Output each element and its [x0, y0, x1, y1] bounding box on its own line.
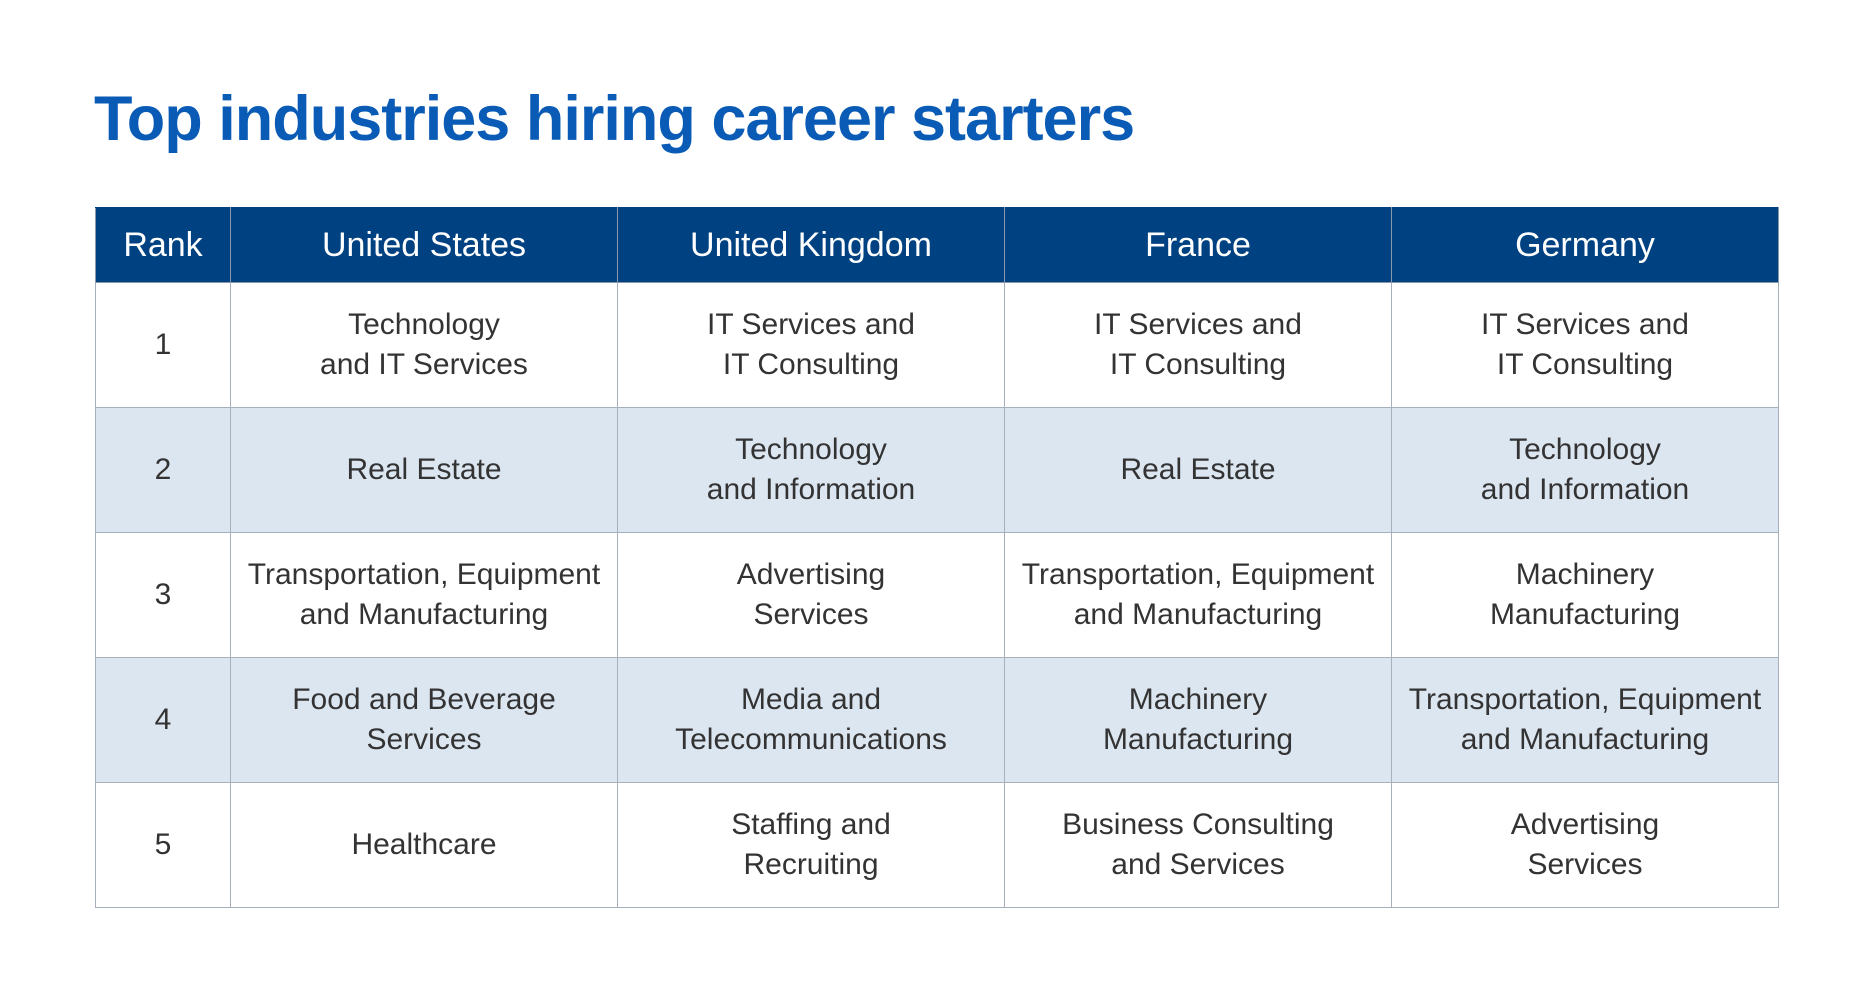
industry-text-line: Telecommunications: [675, 723, 947, 756]
industry-text-line: Machinery: [1515, 558, 1655, 591]
column-header-france: France: [1005, 208, 1392, 283]
column-header-rank: Rank: [96, 208, 231, 283]
rank-cell: 5: [96, 783, 231, 908]
industry-text-line: and Information: [1480, 473, 1690, 506]
industry-text-line: Media and: [740, 683, 882, 716]
rank-cell: 3: [96, 533, 231, 658]
column-header-united-kingdom: United Kingdom: [618, 208, 1005, 283]
industry-cell-germany: [1392, 408, 1779, 533]
industry-text-line: Technology: [348, 308, 500, 341]
industry-text-line: Transportation, Equipment: [1408, 683, 1762, 716]
industry-cell-germany: [1392, 533, 1779, 658]
page-title: Top industries hiring career starters: [94, 84, 1135, 154]
industry-text-line: and IT Services: [320, 348, 528, 381]
industry-text-line: Real Estate: [346, 453, 502, 486]
industry-cell-united-states: [231, 783, 618, 908]
table-row: [96, 283, 1779, 408]
industry-text-line: and Services: [1111, 848, 1285, 881]
industry-text-line: Services: [1527, 848, 1643, 881]
industry-text-line: IT Services and: [1481, 308, 1689, 341]
column-header-germany: Germany: [1392, 208, 1779, 283]
industry-cell-germany: [1392, 783, 1779, 908]
industry-cell-germany: [1392, 283, 1779, 408]
industry-cell-united-states: [231, 283, 618, 408]
industry-text-line: and Manufacturing: [1460, 723, 1710, 756]
industry-cell-united-kingdom: [618, 408, 1005, 533]
industry-text-line: Manufacturing: [1102, 723, 1294, 756]
industry-text-line: Manufacturing: [1489, 598, 1681, 631]
industry-text-line: and Manufacturing: [1073, 598, 1323, 631]
industry-text-line: Services: [366, 723, 482, 756]
industry-cell-united-kingdom: [618, 658, 1005, 783]
industry-text-line: IT Services and: [1094, 308, 1302, 341]
table-row: [96, 783, 1779, 908]
industry-text-line: Food and Beverage: [292, 683, 556, 716]
table-row: [96, 658, 1779, 783]
industry-text-line: IT Consulting: [722, 348, 900, 381]
industry-text-line: Technology: [735, 433, 887, 466]
rank-cell: 1: [96, 283, 231, 408]
industry-text-line: Healthcare: [351, 828, 497, 861]
industry-cell-france: [1005, 783, 1392, 908]
industry-text-line: Real Estate: [1120, 453, 1276, 486]
table-row: [96, 533, 1779, 658]
industry-text-line: Recruiting: [743, 848, 879, 881]
industry-cell-germany: [1392, 658, 1779, 783]
rank-cell: 2: [96, 408, 231, 533]
industries-table: [95, 207, 1779, 908]
industry-cell-france: [1005, 658, 1392, 783]
column-header-united-states: United States: [231, 208, 618, 283]
industry-text-line: Advertising: [736, 558, 886, 591]
industry-cell-france: [1005, 408, 1392, 533]
industry-text-line: IT Consulting: [1109, 348, 1287, 381]
industry-text-line: Business Consulting: [1062, 808, 1334, 841]
table-header-row: [96, 208, 1779, 283]
industry-cell-united-states: [231, 658, 618, 783]
industry-text-line: Staffing and: [731, 808, 891, 841]
table-body: [96, 283, 1779, 908]
industry-text-line: and Information: [706, 473, 916, 506]
industry-text-line: Technology: [1509, 433, 1661, 466]
industry-cell-united-kingdom: [618, 533, 1005, 658]
industry-cell-united-kingdom: [618, 283, 1005, 408]
industry-text-line: Transportation, Equipment: [247, 558, 601, 591]
industry-text-line: Advertising: [1510, 808, 1660, 841]
industry-text-line: Transportation, Equipment: [1021, 558, 1375, 591]
industry-cell-united-states: [231, 408, 618, 533]
industry-cell-france: [1005, 283, 1392, 408]
industry-text-line: IT Services and: [707, 308, 915, 341]
industry-cell-united-states: [231, 533, 618, 658]
rank-cell: 4: [96, 658, 231, 783]
industry-text-line: Services: [753, 598, 869, 631]
industry-cell-united-kingdom: [618, 783, 1005, 908]
industry-text-line: IT Consulting: [1496, 348, 1674, 381]
industry-text-line: Machinery: [1128, 683, 1268, 716]
table-row: [96, 408, 1779, 533]
industry-cell-france: [1005, 533, 1392, 658]
industry-text-line: and Manufacturing: [299, 598, 549, 631]
